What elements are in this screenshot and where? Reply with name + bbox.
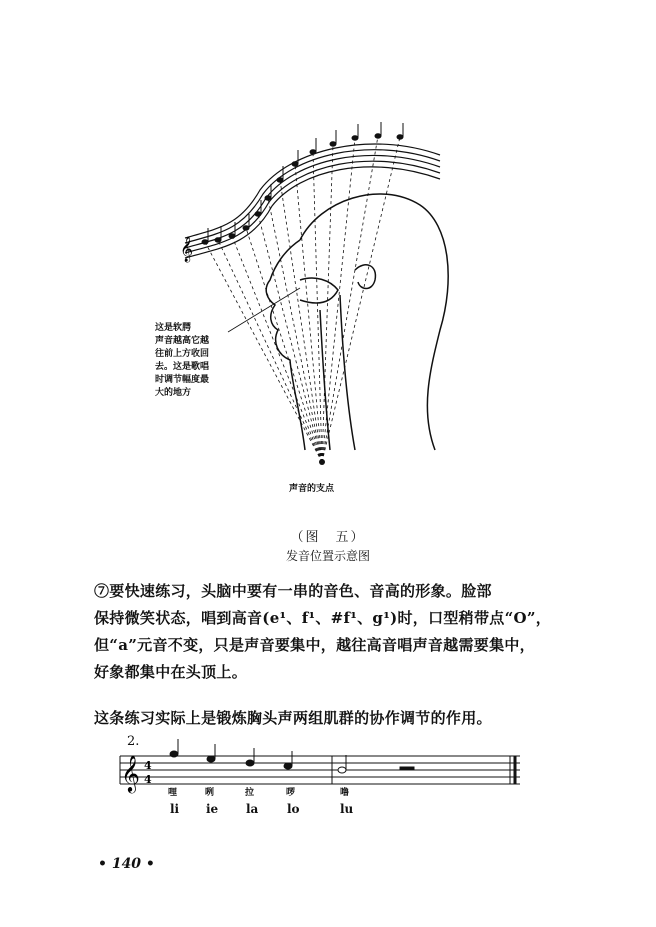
pivot-label: 声音的支点: [289, 484, 335, 494]
staff-notes: [202, 122, 403, 244]
note-line: 大的地方: [155, 388, 192, 398]
lyric-pinyin: li: [170, 802, 180, 816]
lyric-cn: 哩: [168, 788, 178, 798]
treble-clef-icon: 𝄞: [180, 237, 194, 262]
note-line: 这是软腭: [155, 323, 192, 333]
lyric-pinyin: lu: [340, 802, 354, 816]
note-line: 往前上方收回: [155, 349, 210, 359]
lyric-cn: 咧: [205, 788, 215, 798]
text-line: ⑦要快速练习，头脑中要有一串的音色、音高的形象。脸部: [94, 582, 492, 600]
exercise-number: 2.: [127, 734, 140, 749]
curved-staff: [185, 144, 440, 258]
page-number: • 140 •: [98, 856, 155, 872]
resonance-lines: [205, 136, 400, 462]
lyric-pinyin: la: [246, 802, 259, 816]
lyric-cn: 拉: [245, 788, 255, 798]
note-line: 时调节幅度最: [155, 375, 210, 385]
note: [207, 756, 215, 762]
lyric-pinyin: ie: [206, 802, 219, 816]
note: [170, 751, 178, 757]
lyric-cn: 啰: [286, 788, 296, 798]
note: [284, 763, 292, 769]
soft-palate-note: [155, 322, 225, 400]
paragraph-practice-tip: [94, 578, 589, 686]
voice-position-diagram: [150, 110, 470, 500]
half-rest: [400, 767, 414, 770]
text-line: 好象都集中在头顶上。: [94, 663, 248, 681]
figure-number: （图 五）: [290, 530, 366, 545]
paragraph-exercise-purpose: 这条练习实际上是锻炼胸头声两组肌群的协作调节的作用。: [94, 709, 492, 727]
time-signature-top: 4: [144, 759, 152, 772]
text-line: 但“a”元音不变，只是声音要集中，越往高音唱声音越需要集中，: [94, 636, 535, 654]
note: [246, 760, 254, 766]
lyric-cn: 噜: [340, 788, 350, 798]
time-signature-bottom: 4: [144, 773, 152, 786]
note-line: 声音越高它越: [155, 336, 210, 346]
note-line: 去。这是歌唱: [155, 362, 210, 372]
text-line: 保持微笑状态，唱到高音(e¹、f¹、#f¹、g¹)时，口型稍带点“O”，: [94, 609, 552, 627]
head-outline: [266, 194, 448, 450]
note-half: [338, 767, 346, 773]
treble-clef-icon: 𝄞: [121, 754, 140, 792]
lyric-pinyin: lo: [287, 802, 300, 816]
figure-caption: 发音位置示意图: [285, 549, 370, 563]
